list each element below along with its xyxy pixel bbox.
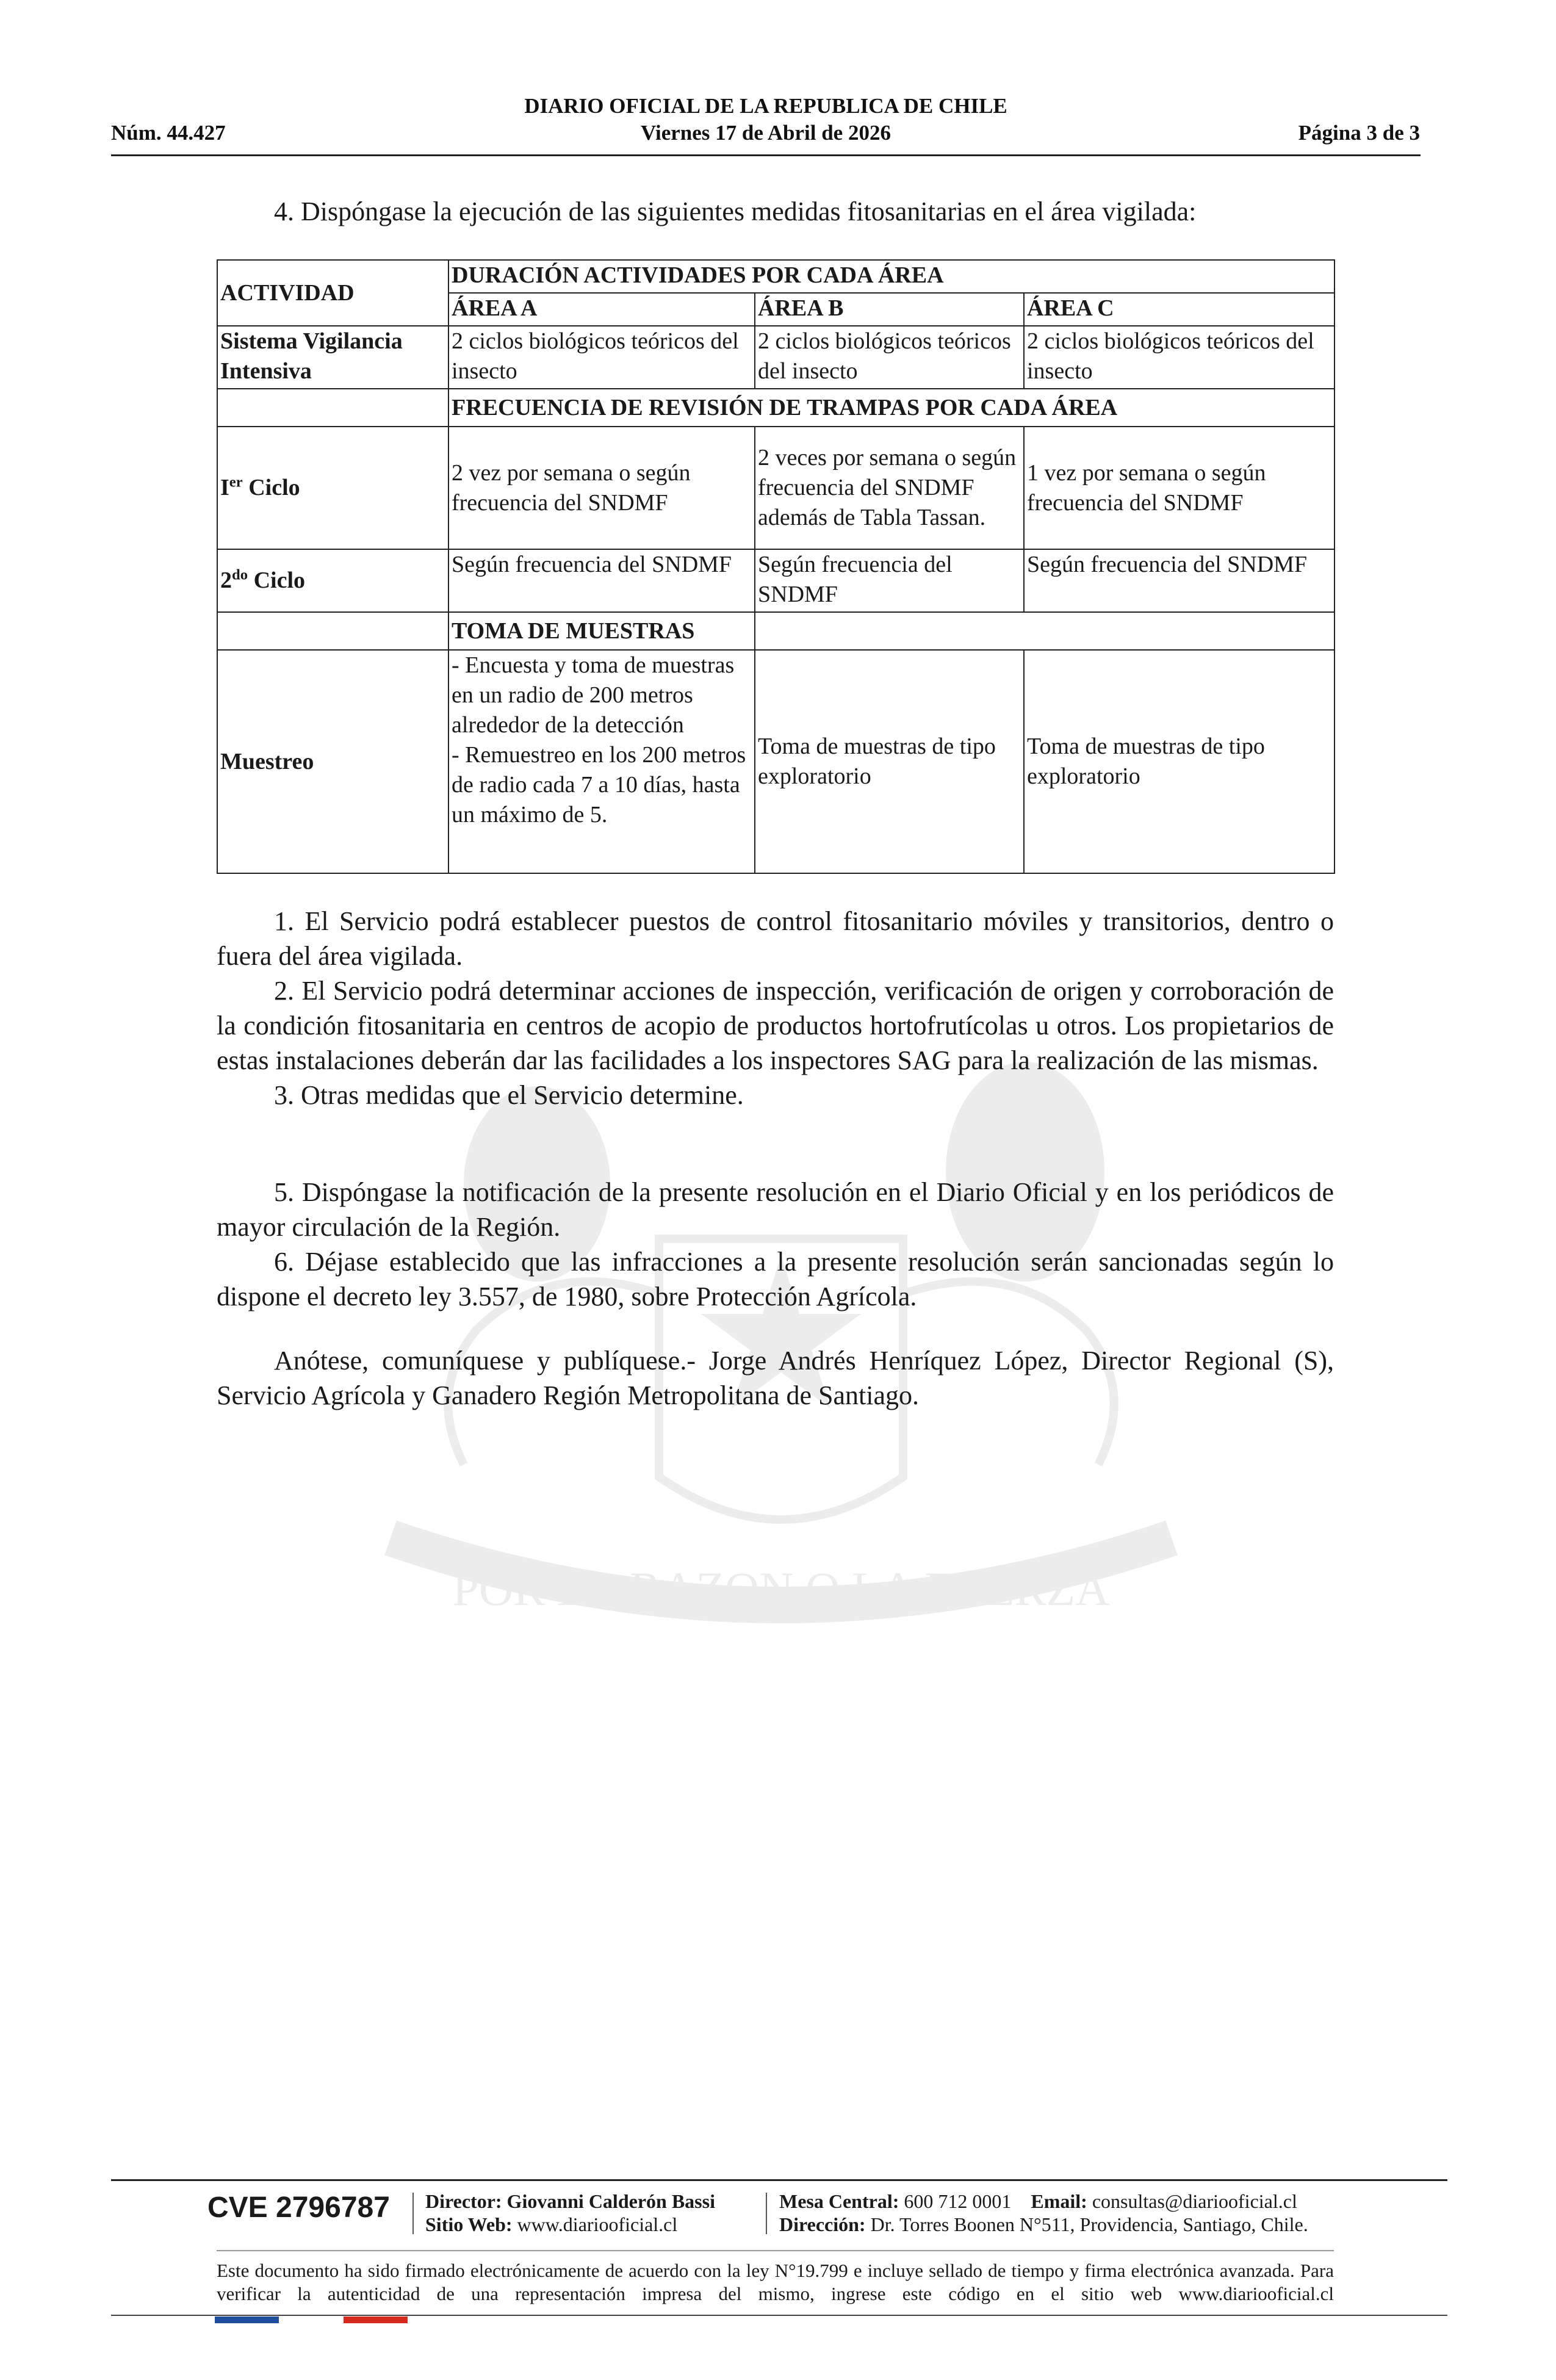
cycle-2-area-a: Según frecuencia del SNDMF [448,549,755,612]
empty-cell [217,612,448,650]
cycle-1-area-b: 2 veces por semana o según frecuencia del SNDMF además de Tabla Tassan. [755,427,1024,549]
surveillance-area-b: 2 ciclos biológicos teóricos del insecto [755,326,1024,389]
publication-title: DIARIO OFICIAL DE LA REPUBLICA DE CHILE [524,94,1007,118]
cycle-2-area-c: Según frecuencia del SNDMF [1024,549,1334,612]
area-a-header: ÁREA A [448,293,755,326]
measures-intro: 4. Dispóngase la ejecución de las siguientes medidas fitosanitarias en el área vigilada: [274,197,1197,226]
measure-item: 2. El Servicio podrá determinar acciones de inspección, verificación de origen y corroboración de la condición fitosanitaria en centros de acopio de productos hortofrutícolas u otros. Los propietarios de estas instalaciones deberán dar las facilidades a los inspectores SAG para la realización de las mismas. [217,976,1334,1075]
flag-blue [215,2317,279,2323]
trap-frequency-header: FRECUENCIA DE REVISIÓN DE TRAMPAS POR CADA ÁREA [448,389,1334,427]
sampling-label: Muestreo [217,650,448,873]
page-indicator: Página 3 de 3 [1298,121,1420,145]
footer-top-rule [111,2179,1447,2181]
empty-cell [755,612,1334,650]
area-c-header: ÁREA C [1024,293,1334,326]
director-line: Director: Giovanni Calderón Bassi [425,2190,715,2212]
publication-date: Viernes 17 de Abril de 2026 [641,121,891,145]
closing-signature: Anótese, comuníquese y publíquese.- Jorge Andrés Henríquez López, Director Regional (S), Servicio Agrícola y Ganadero Región Metropolitana de Santiago. [217,1346,1334,1410]
activity-header: ACTIVIDAD [217,260,448,326]
surveillance-area-a: 2 ciclos biológicos teóricos del insecto [448,326,755,389]
legal-notice: Este documento ha sido firmado electrónicamente de acuerdo con la ley N°19.799 e incluye sellado de tiempo y firma electrónica avanzada. Para verificar la autenticidad de una representación impresa del mismo, ingrese este código en el sitio web www.diariooficial.cl [217,2260,1334,2304]
website-link[interactable]: www.diariooficial.cl [517,2213,678,2235]
surveillance-area-c: 2 ciclos biológicos teóricos del insecto [1024,326,1334,389]
paragraph-6: 6. Déjase establecido que las infracciones a la presente resolución serán sancionadas según lo dispone el decreto ley 3.557, de 1980, sobre Protección Agrícola. [217,1247,1334,1311]
sampling-header: TOMA DE MUESTRAS [448,612,755,650]
sampling-area-b: Toma de muestras de tipo exploratorio [755,650,1024,873]
footer-bottom-rule [111,2315,1447,2316]
resolution-paragraphs [217,1175,1334,1314]
duration-header: DURACIÓN ACTIVIDADES POR CADA ÁREA [448,260,1334,293]
address-line: Dirección: Dr. Torres Boonen N°511, Providencia, Santiago, Chile. [779,2213,1308,2235]
watermark-motto: POR LA RAZON O LA FUERZA [452,1562,1110,1615]
phytosanitary-measures-table [217,259,1335,874]
flag-white [279,2317,343,2323]
footer-divider [217,2250,1334,2251]
measures-list [217,904,1334,1112]
sampling-area-a-line-2: - Remuestreo en los 200 metros de radio cada 7 a 10 días, hasta un máximo de 5. [452,742,746,828]
surveillance-label: Sistema Vigilancia Intensiva [217,326,448,389]
cve-code: CVE 2796787 [207,2191,390,2224]
empty-cell [217,389,448,427]
sampling-area-a-line-1: - Encuesta y toma de muestras en un radio de 200 metros alrededor de la detección [452,652,735,738]
measure-item: 3. Otras medidas que el Servicio determine. [274,1080,744,1110]
footer-separator [766,2193,767,2234]
flag-red [344,2317,408,2323]
cycle-2-area-b: Según frecuencia del SNDMF [755,549,1024,612]
chilean-flag-stripe [215,2317,408,2323]
header-divider [111,154,1421,156]
issue-number: Núm. 44.427 [111,121,226,145]
sampling-area-c: Toma de muestras de tipo exploratorio [1024,650,1334,873]
cycle-1-area-a: 2 vez por semana o según frecuencia del SNDMF [448,427,755,549]
footer-separator [412,2193,414,2234]
area-b-header: ÁREA B [755,293,1024,326]
measure-item: 1. El Servicio podrá establecer puestos de control fitosanitario móviles y transitorios, dentro o fuera del área vigilada. [217,906,1334,971]
sampling-area-a [448,650,755,873]
cycle-1-area-c: 1 vez por semana o según frecuencia del SNDMF [1024,427,1334,549]
contact-line: Mesa Central: 600 712 0001 Email: consultas@diariooficial.cl [779,2190,1297,2212]
cycle-1-label: Ier Ciclo [217,427,448,549]
cycle-2-label: $2^{do}$ Ciclo [217,549,448,612]
paragraph-5: 5. Dispóngase la notificación de la presente resolución en el Diario Oficial y en los periódicos de mayor circulación de la Región. [217,1177,1334,1242]
website-line: Sitio Web: www.diariooficial.cl [425,2213,678,2235]
email-link[interactable]: consultas@diariooficial.cl [1092,2190,1297,2212]
